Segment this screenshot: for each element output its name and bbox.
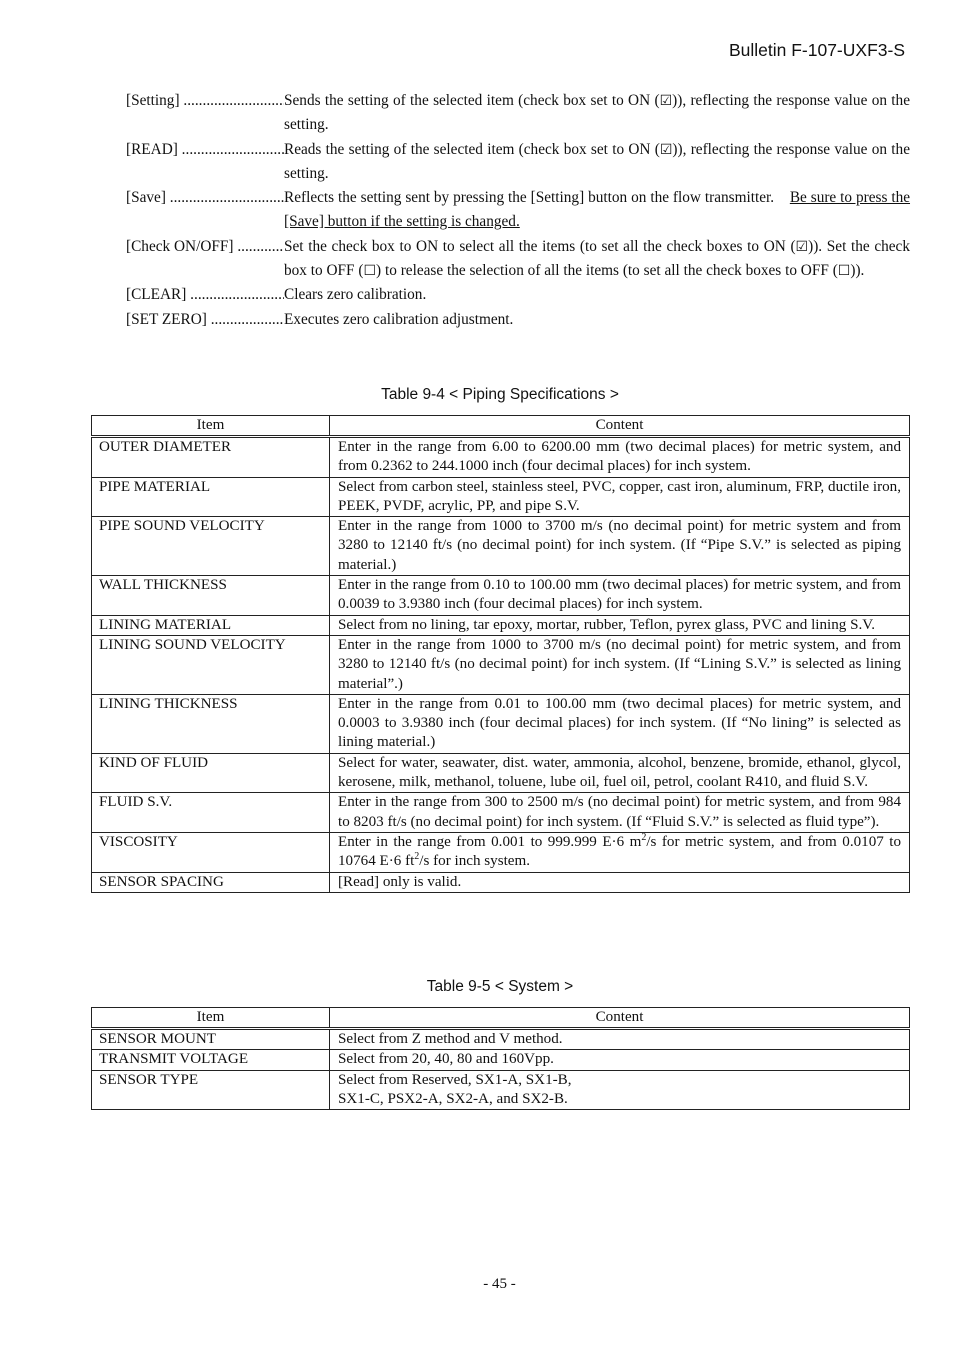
desc-check-on-off: Set the check box to ON to select all the items (to set all the check boxes to ON (☑)). Set the check box to OFF (☐) to release the selection of all the items (to set all the check boxes to OFF (☐)).: [284, 237, 910, 280]
row-item: PIPE SOUND VELOCITY: [92, 517, 330, 576]
row-content: [Read] only is valid.: [330, 872, 910, 892]
save-warning: Be sure to press the [Save] button if the setting is changed.: [284, 189, 911, 231]
table-row: [92, 872, 910, 892]
table-row: [92, 437, 910, 478]
row-content: Enter in the range from 1000 to 3700 m/s (no decimal point) for metric system and from 3280 to 12140 ft/s (no decimal point) for inch system. (If “Pipe S.V.” is selected as piping material.): [330, 517, 910, 576]
row-content: Enter in the range from 0.10 to 100.00 mm (two decimal places) for metric system, and from 0.0039 to 3.9380 inch (four decimal places) for inch system.: [330, 576, 910, 616]
table-row: [92, 753, 910, 793]
row-item: WALL THICKNESS: [92, 576, 330, 616]
checked-box-icon: ☑: [659, 93, 673, 109]
bulletin-number: Bulletin F-107-UXF3-S: [728, 40, 905, 60]
row-item: FLUID S.V.: [92, 793, 330, 833]
column-header-content: Content: [330, 1008, 910, 1029]
row-content: Enter in the range from 6.00 to 6200.00 mm (two decimal places) for metric system, and from 0.2362 to 244.1000 inch (four decimal places) for inch system.: [330, 437, 910, 478]
empty-box-icon: ☐: [837, 263, 851, 280]
checked-box-icon: ☑: [659, 141, 673, 158]
table-caption-piping: Table 9-4 < Piping Specifications >: [381, 386, 619, 403]
row-content: Select from 20, 40, 80 and 160Vpp.: [330, 1050, 910, 1070]
term-clear: [CLEAR] .....: [126, 283, 284, 307]
row-content: Select from carbon steel, stainless steel, PVC, copper, cast iron, aluminum, FRP, ductile iron, PEEK, PVDF, acrylic, PP, and pipe S.V.: [330, 477, 910, 517]
definition-check-on-off: [126, 235, 910, 284]
table-row: [92, 576, 910, 616]
table-row: [92, 615, 910, 635]
desc-setting: Sends the setting of the selected item (check box set to ON (☑)), reflecting the response value on the setting.: [284, 92, 910, 134]
row-item: SENSOR SPACING: [92, 872, 330, 892]
row-content: Select for water, seawater, dist. water, ammonia, alcohol, benzene, bromide, ethanol, glycol, kerosene, milk, methanol, toluene, lube oil, fuel oil, petrol, coolant R410, and fluid S.V.: [330, 753, 910, 793]
term-save: [Save] .....: [126, 186, 284, 235]
table-row: [92, 1029, 910, 1050]
definition-setting: [126, 89, 910, 138]
column-header-item: Item: [92, 1008, 330, 1029]
definition-set-zero: [126, 308, 910, 332]
desc-save: Reflects the setting sent by pressing the [Setting] button on the flow transmitter. Be sure to press the [Save] button if the setting is changed.: [284, 189, 911, 231]
row-item: TRANSMIT VOLTAGE: [92, 1050, 330, 1070]
checked-box-icon: ☑: [795, 238, 809, 255]
definition-read: [126, 138, 910, 187]
term-set-zero: [SET ZERO] .....: [126, 308, 284, 332]
table-row: [92, 1070, 910, 1110]
definition-save: [126, 186, 910, 235]
row-content: Enter in the range from 300 to 2500 m/s (no decimal point) for metric system, and from 984 to 8203 ft/s (no decimal point) for inch system. (If “Fluid S.V.” is selected as fluid type”).: [330, 793, 910, 833]
row-item: LINING SOUND VELOCITY: [92, 635, 330, 694]
row-item: VISCOSITY: [92, 832, 330, 872]
table-header-row: [92, 416, 910, 437]
row-item: SENSOR MOUNT: [92, 1029, 330, 1050]
table-row: [92, 517, 910, 576]
term-setting: [Setting] .....: [126, 89, 284, 138]
term-read: [READ] .....: [126, 138, 284, 187]
row-content: Select from Z method and V method.: [330, 1029, 910, 1050]
piping-spec-table: [91, 415, 910, 893]
column-header-content: Content: [330, 416, 910, 437]
row-item: PIPE MATERIAL: [92, 477, 330, 517]
table-caption-system: Table 9-5 < System >: [426, 978, 574, 995]
row-item: LINING MATERIAL: [92, 615, 330, 635]
table-header-row: [92, 1008, 910, 1029]
table-row: [92, 832, 910, 872]
column-header-item: Item: [92, 416, 330, 437]
empty-box-icon: ☐: [363, 263, 377, 280]
row-item: KIND OF FLUID: [92, 753, 330, 793]
table-row: [92, 694, 910, 753]
row-content: Select from no lining, tar epoxy, mortar, rubber, Teflon, pyrex glass, PVC and lining S.V.: [330, 615, 910, 635]
table-row: [92, 1050, 910, 1070]
desc-read: Reads the setting of the selected item (check box set to ON (☑)), reflecting the response value on the setting.: [284, 140, 910, 182]
desc-clear: Clears zero calibration.: [284, 286, 427, 304]
row-content: Enter in the range from 0.001 to 999.999 E·6 $m^2/s$ for metric system, and from 0.0107 to 10764 E·6 $ft^2/s$ for inch system.: [330, 832, 910, 872]
button-definitions: [126, 89, 910, 332]
row-item: SENSOR TYPE: [92, 1070, 330, 1110]
definition-clear: [126, 283, 910, 307]
table-row: [92, 793, 910, 833]
row-content: Enter in the range from 1000 to 3700 m/s (no decimal point) for metric system, and from 3280 to 12140 ft/s (no decimal point) for inch system. (If “Lining S.V.” is selected as lining material”.): [330, 635, 910, 694]
table-row: [92, 635, 910, 694]
term-check-on-off: [Check ON/OFF] .....: [126, 235, 284, 284]
row-content: Select from Reserved, SX1-A, SX1-B, SX1-C, PSX2-A, SX2-A, and SX2-B.: [330, 1070, 910, 1110]
desc-set-zero: Executes zero calibration adjustment.: [284, 310, 514, 328]
page-number: - 45 -: [483, 1276, 516, 1292]
row-content: Enter in the range from 0.01 to 100.00 mm (two decimal places) for metric system, and 0.0003 to 3.9380 inch (four decimal places) for inch system. (If “No lining” is selected as lining material.): [330, 694, 910, 753]
row-item: LINING THICKNESS: [92, 694, 330, 753]
table-row: [92, 477, 910, 517]
system-table: [91, 1007, 910, 1110]
row-item: OUTER DIAMETER: [92, 437, 330, 478]
